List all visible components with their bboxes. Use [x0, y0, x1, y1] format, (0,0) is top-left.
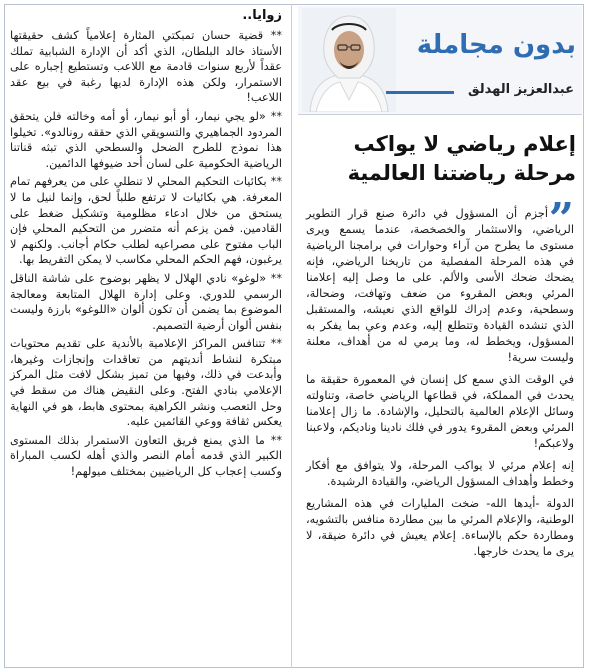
author-photo-icon — [302, 8, 396, 112]
opinion-column — [298, 6, 582, 666]
article-paragraph: الدولة -أيدها الله- ضخت المليارات في هذه المشاريع الوطنية، والإعلام المرئي ما بين مطاردة منافس بالتشويه، ومطاردة حكم بالإساءة. إعلام يعيش في دائرة ضيقة، لا يرى ما يحدث خارجها. — [306, 497, 574, 558]
column-title: بدون مجاملة — [416, 30, 576, 60]
note-item: ** قضية حسان تمبكتي المثارة إعلامياً كشف حقيقتها الأستاذ خالد البلطان، الذي أكد أن الإدارة الشبابية تملك عقداً لأربع سنوات قادمة مع اللاعب وتستطيع إجباره على الاستمرار، ولكن هذه الإدارة لديها رغبة في بيع عقد اللاعب! — [10, 29, 282, 105]
note-item: ** تتنافس المراكز الإعلامية بالأندية على تقديم محتويات مبتكرة لنشاط أنديتهم من تعاقدات وإنجازات وغيرها، وأبدعت في ذلك، وفيها من تميز بشكل لافت مثل المركز الإعلامي بنادي الفتح. وعلى النقيض هناك من سقط في وحل التعصب ونشر الكراهية بمحتوى هابط، هو في النهاية يعكس ثقافة ووعي القائمين عليه. — [10, 337, 282, 429]
note-item: ** ما الذي يمنع فريق التعاون الاستمرار بذلك المستوى الكبير الذي قدمه أمام النصر والذي أهله لكسب المباراة وكسب إعجاب كل الرياضيين بمختلف ميولهم! — [10, 433, 282, 479]
notes-section-title: زوايا.. — [242, 8, 282, 23]
article-body — [306, 206, 574, 566]
column-divider — [291, 4, 292, 668]
article-headline: إعلام رياضي لا يواكب مرحلة رياضتنا العالمية — [347, 132, 576, 185]
author-portrait — [302, 8, 396, 112]
note-item: ** «لوغو» نادي الهلال لا يظهر بوضوح على شاشة الناقل الرسمي للدوري. وعلى إدارة الهلال المتابعة ومعالجة الموضوع بما يضمن أن تكون ألوان «اللوغو» بارزة وليست بنفس ألوان أرضية التصميم. — [10, 271, 282, 332]
article-paragraph: في الوقت الذي سمع كل إنسان في المعمورة حقيقة ما يحدث في المملكة، في قطاعها الرياضي خاصة، وتناولته وسائل الإعلام العالمية بالتحليل، والإشادة. ما زال إعلامنا المرئي وبعض المقروء يدور في فلك نادينا وناديكم، ولاعبنا ولاعبكم! — [306, 373, 574, 450]
notes-column — [8, 6, 286, 666]
note-item: ** بكائيات التحكيم المحلي لا تنطلي على من يعرفهم تمام المعرفة. هي بكائيات لا ترتفع طلباً لحق، وإنما لنيل ما لا يستحق من خلال ادعاء مظلومية وتشكيل ضغط على القادمين. فمن يزعم أنه متضرر من التحكيم المحلي فإن الباب مفتوح على مصراعيه لطلب حكام أجانب. ولكنهم لا يرغبون، فهم الحكم المحلي مكاسب لا يمكن التفريط بها. — [10, 175, 282, 267]
note-item: ** «لو يجي نيمار، أو أبو نيمار، أو أمه وخالته فلن يتحقق المردود الجماهيري والتسويقي الذي حققه رونالدو». تخيلوا هذا نموذج للطرح الضحل والسطحي الذي تبثه قناتنا الرياضية الحكومية على لسان أحد ضيوفها الدائمين. — [10, 109, 282, 170]
notes-body — [10, 28, 282, 483]
byline-rule — [386, 91, 454, 94]
column-header — [298, 6, 582, 115]
article-paragraph: إنه إعلام مرئي لا يواكب المرحلة، ولا يتوافق مع أفكار وخطط وأهداف المسؤول الرياضي، والقيادة الرشيدة. — [306, 459, 574, 488]
author-name: عبدالعزيز الهدلق — [468, 82, 574, 97]
article-paragraph: أجزم أن المسؤول في دائرة صنع قرار التطوير الرياضي، والاستثمار والخصخصة، عندما يسمع ويرى مستوى ما يطرح من آراء وحوارات في برامجنا الرياضية في هذه المرحلة المفصلية من تاريخنا الرياضي، فإنه يضحك ضحك الأسى والألم. على ما وصل إليه إعلامنا المرئي وبعض المقروء من ضعف وتهافت، وضحالة، وسطحية، وعدم إدراك للواقع الذي نعيشه، والمستقبل الذي تنشده القيادة وتتطلع إليه، وعدم وعي بما يفكر به المسؤول، ويخطط له، وما يرمي له من أهداف، معلنة وليست سرية! — [306, 207, 574, 364]
quote-mark-icon: ” — [548, 194, 574, 245]
